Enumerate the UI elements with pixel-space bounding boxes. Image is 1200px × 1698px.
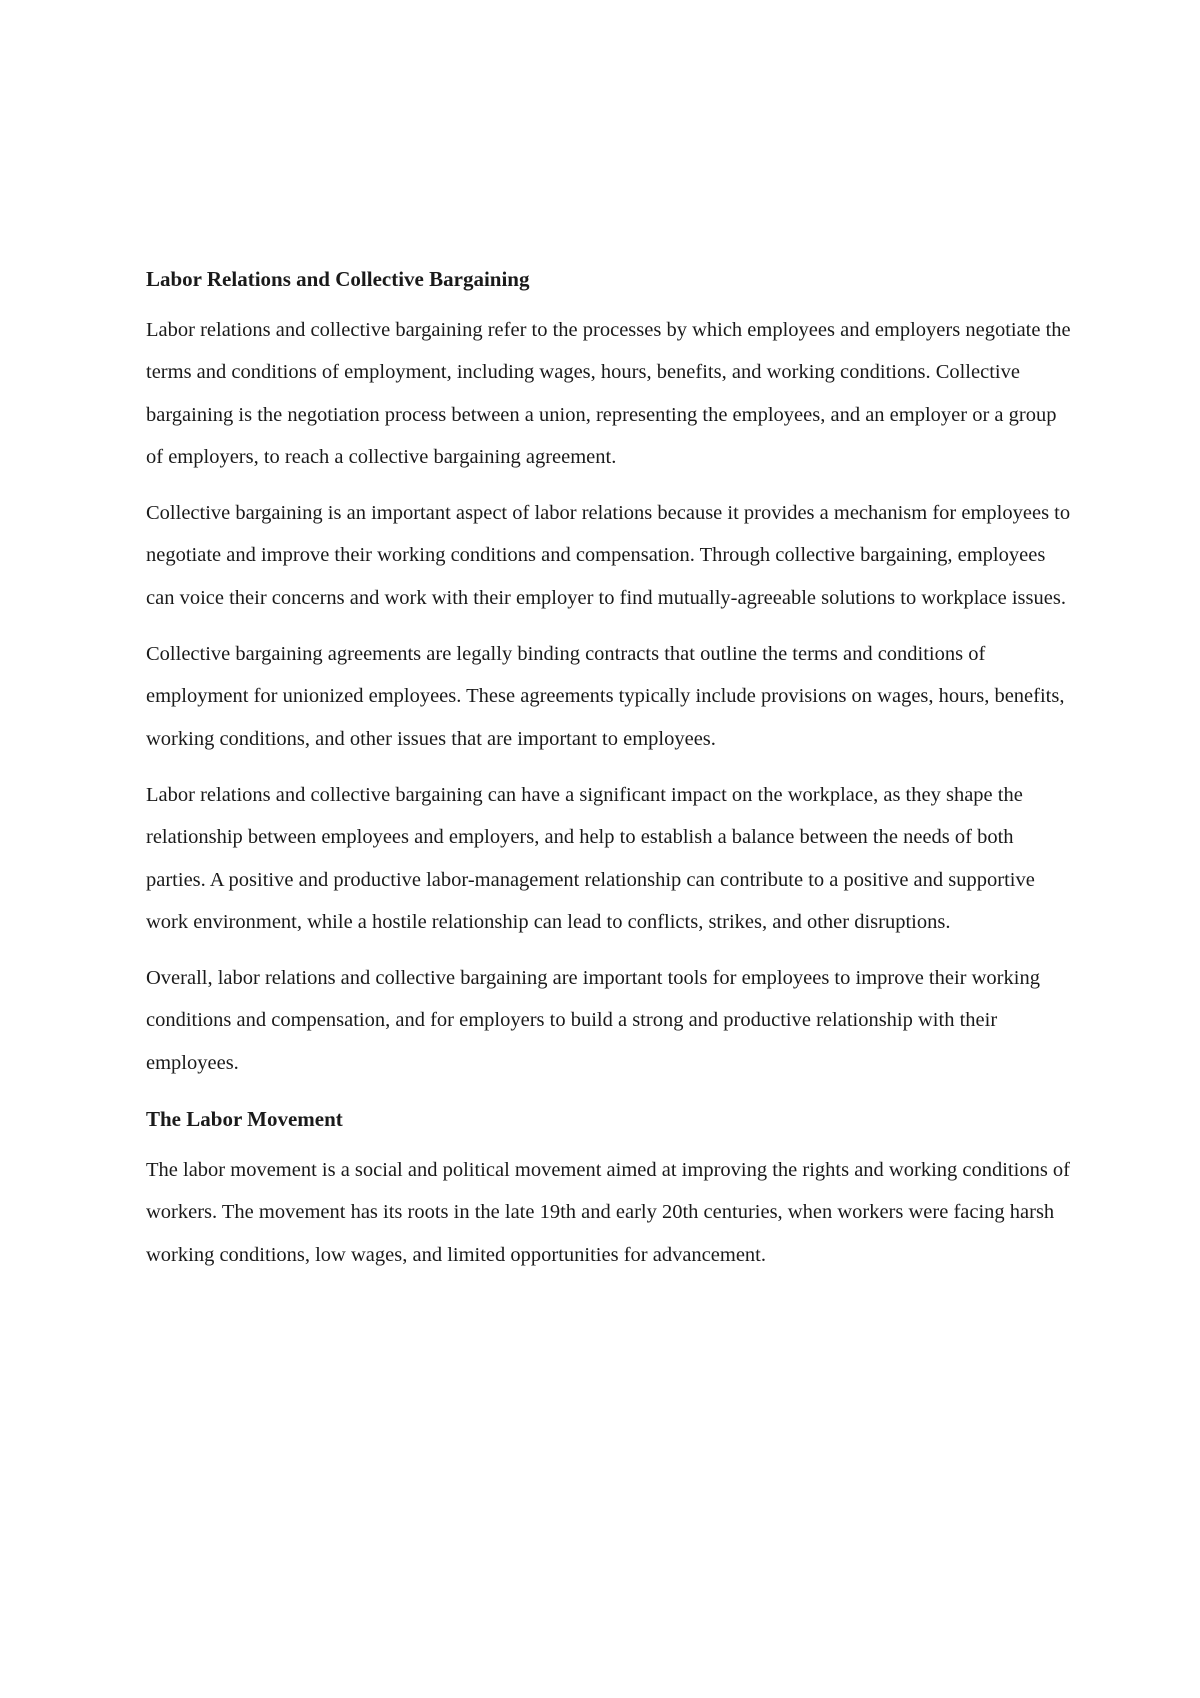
paragraph: Labor relations and collective bargaining refer to the processes by which employees and employers negotiate the terms and conditions of employment, including wages, hours, benefits, and working conditions. Collective bargaining is the negotiation process between a union, representing the employees, and an employer or a group of employers, to reach a collective bargaining agreement. bbox=[146, 319, 1071, 468]
section-heading-labor-movement: The Labor Movement bbox=[146, 1107, 343, 1132]
document-body bbox=[146, 258, 1076, 1290]
paragraph: Overall, labor relations and collective bargaining are important tools for employees to improve their working conditions and compensation, and for employers to build a strong and productive relationship with their employees. bbox=[146, 967, 1040, 1074]
paragraph: Collective bargaining is an important aspect of labor relations because it provides a mechanism for employees to negotiate and improve their working conditions and compensation. Through collective bargaining, employees can voice their concerns and work with their employer to find mutually-agreeable solutions to workplace issues. bbox=[146, 502, 1071, 609]
paragraph: The labor movement is a social and political movement aimed at improving the rights and working conditions of workers. The movement has its roots in the late 19th and early 20th centuries, when workers were facing harsh working conditions, low wages, and limited opportunities for advancement. bbox=[146, 1159, 1071, 1266]
paragraph: Labor relations and collective bargaining can have a significant impact on the workplace, as they shape the relationship between employees and employers, and help to establish a balance between the needs of both parties. A positive and productive labor-management relationship can contribute to a positive and supportive work environment, while a hostile relationship can lead to conflicts, strikes, and other disruptions. bbox=[146, 783, 1035, 933]
paragraph: Collective bargaining agreements are legally binding contracts that outline the terms and conditions of employment for unionized employees. These agreements typically include provisions on wages, hours, benefits, working conditions, and other issues that are important to employees. bbox=[146, 643, 1065, 750]
section-heading-labor-relations: Labor Relations and Collective Bargaining bbox=[146, 267, 530, 291]
